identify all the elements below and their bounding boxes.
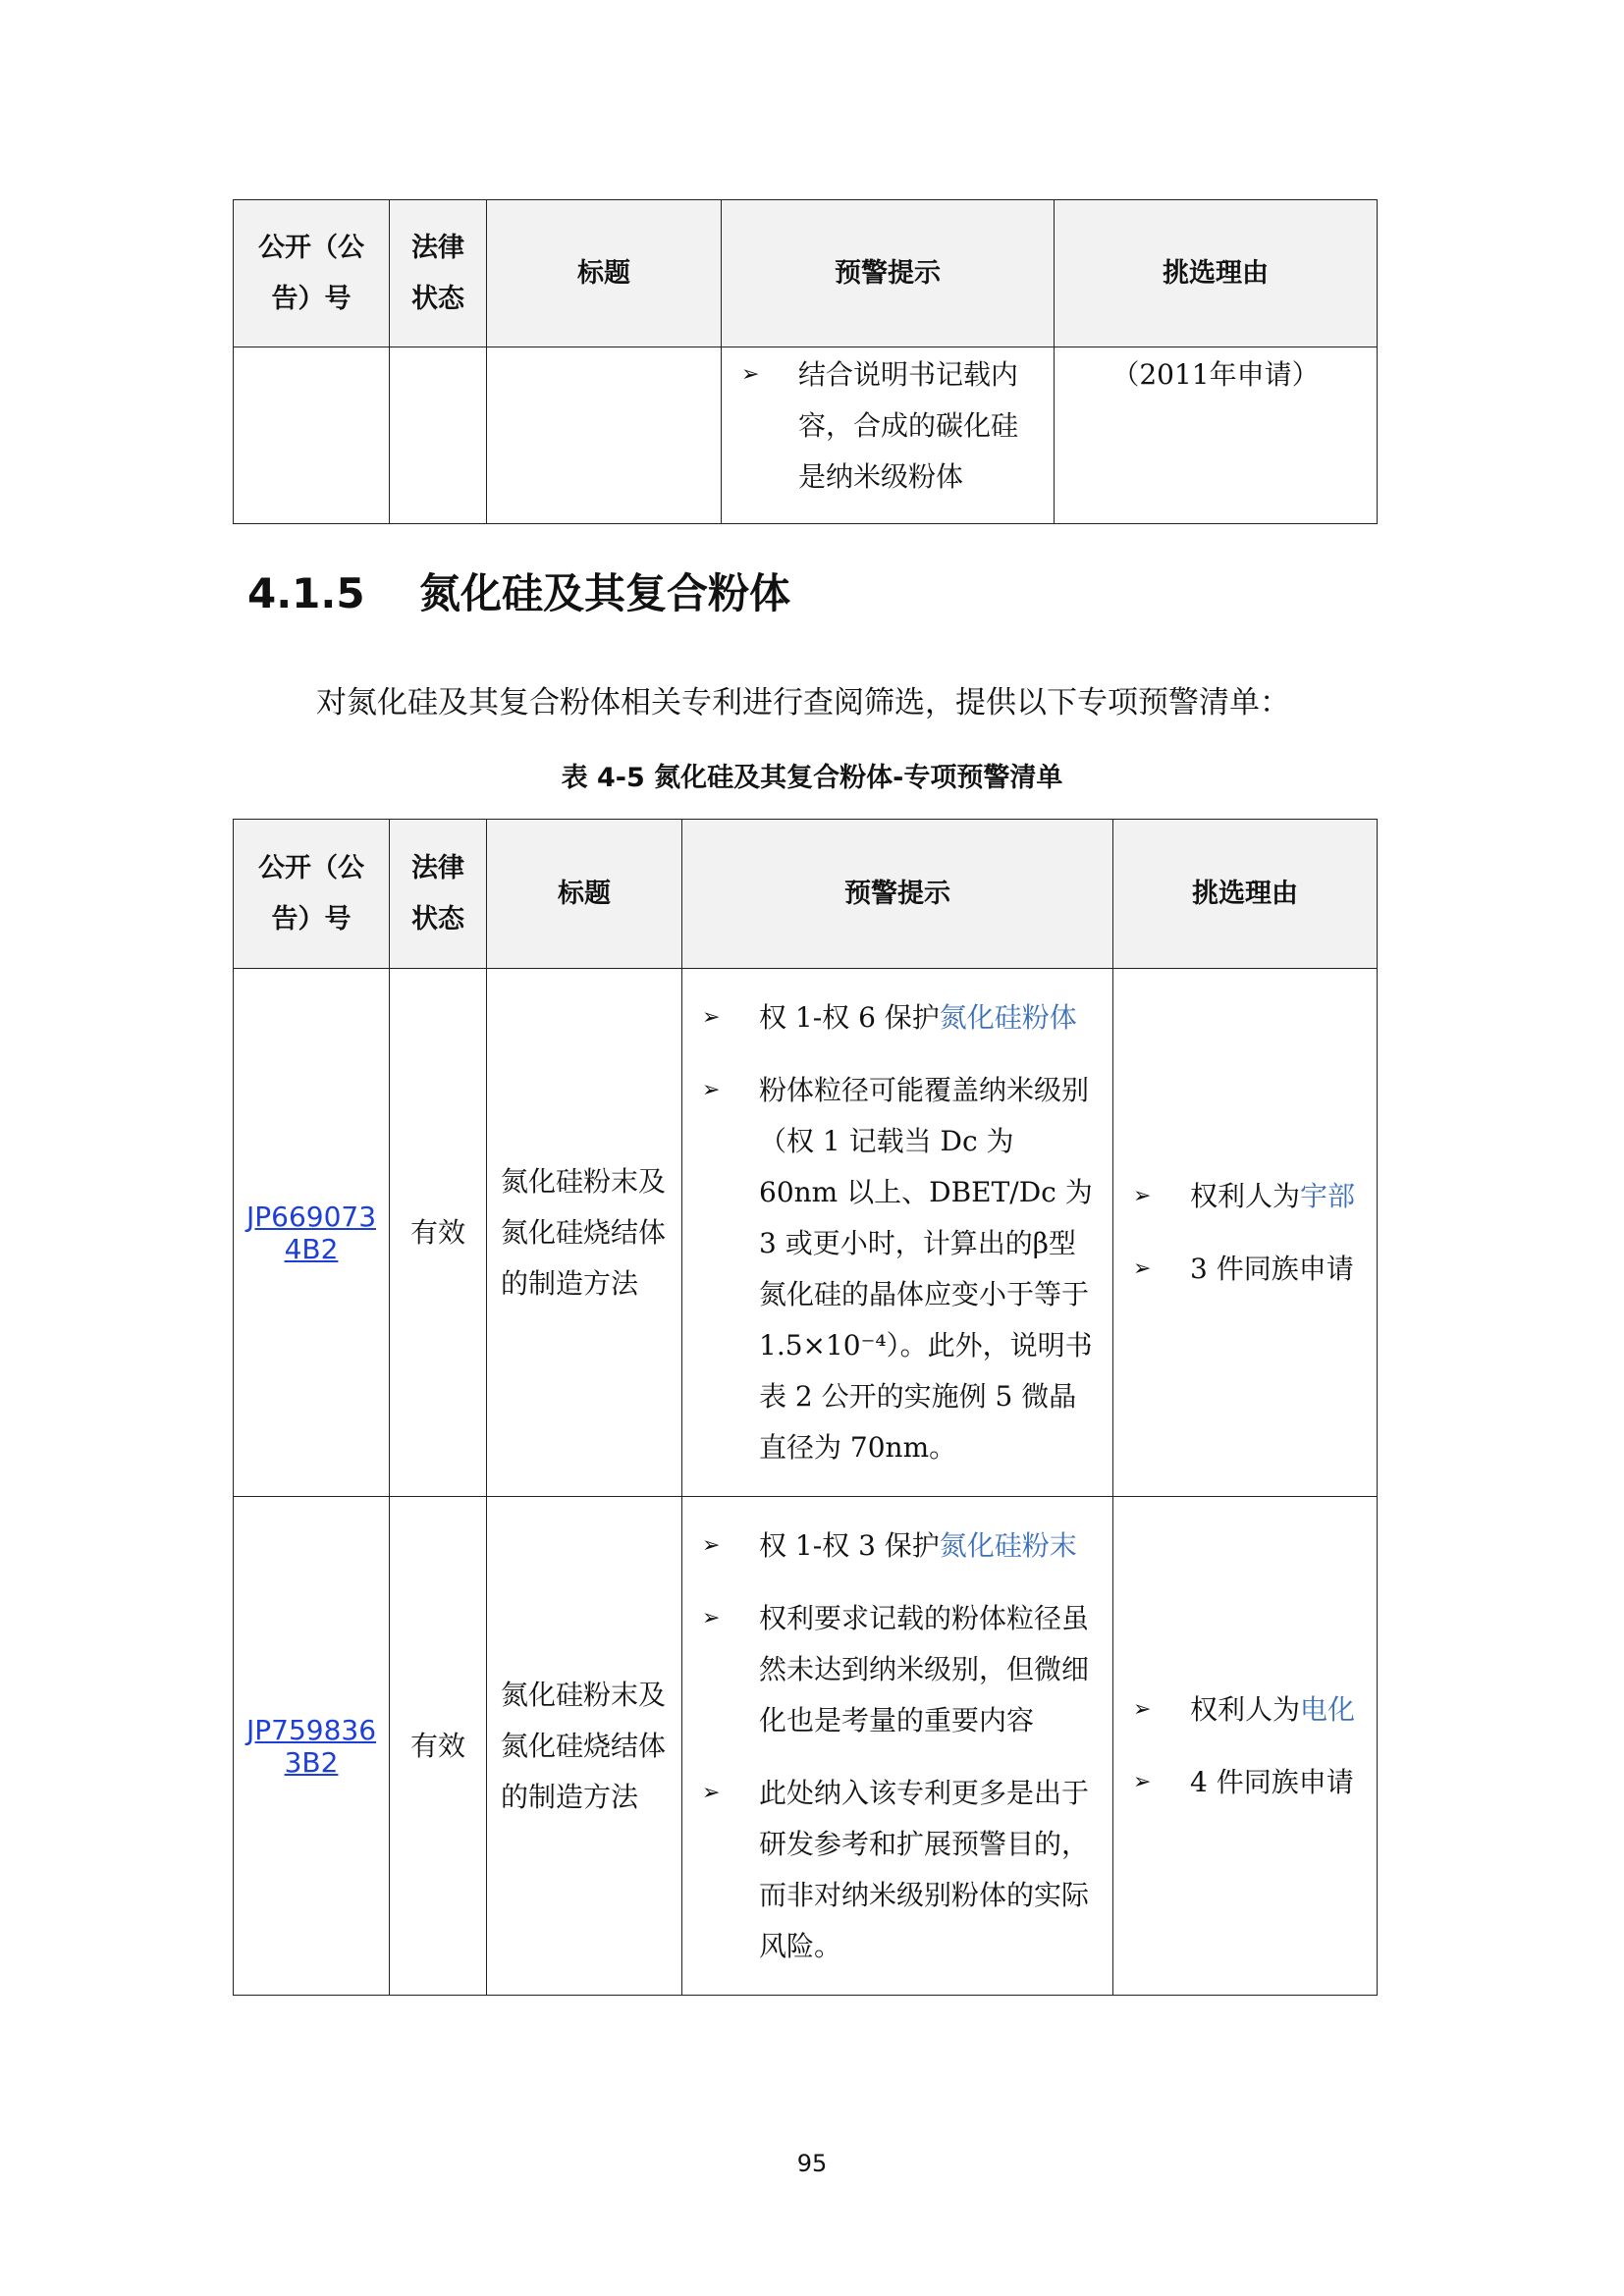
list-item: ➢ 此处纳入该专利更多是出于研发参考和扩展预警目的，而非对纳米级别粉体的实际风险。 [682,1768,1099,1972]
arrow-bullet-icon: ➢ [741,362,760,387]
table-row [234,969,1378,1497]
col-header-legal-status: 法律状态 [390,820,487,969]
patent-link-jp6690734b2[interactable]: JP669073 4B2 [245,1200,377,1265]
title-cell: 氮化硅粉末及氮化硅烧结体的制造方法 [487,969,682,1497]
list-item: ➢ 权利人为宇部 [1113,1171,1377,1222]
warning-cell [682,1497,1113,1996]
status-cell: 有效 [390,969,487,1497]
arrow-bullet-icon: ➢ [702,1605,721,1630]
list-item: ➢ 结合说明书记载内容，合成的碳化硅是纳米级粉体 [722,349,1034,503]
section-number: 4.1.5 [247,569,365,617]
list-item: ➢ 权 1-权 3 保护氮化硅粉末 [682,1521,1099,1572]
col-header-reason: 挑选理由 [1055,200,1378,347]
arrow-bullet-icon: ➢ [702,1532,721,1558]
pub-number-cell [234,1497,390,1996]
arrow-bullet-icon: ➢ [702,1780,721,1805]
col-header-warning: 预警提示 [722,200,1055,347]
col-header-pub-number: 公开（公告）号 [234,820,390,969]
section-title: 氮化硅及其复合粉体 [419,569,791,617]
col-header-title: 标题 [487,200,722,347]
list-item: ➢ 权 1-权 6 保护氮化硅粉体 [682,992,1099,1043]
patent-link-jp7598363b2[interactable]: JP759836 3B2 [245,1713,377,1779]
table-row [234,347,1378,524]
list-item: ➢ 4 件同族申请 [1113,1757,1377,1808]
arrow-bullet-icon: ➢ [702,1004,721,1030]
title-cell [487,347,722,524]
status-cell: 有效 [390,1497,487,1996]
list-item: ➢ 粉体粒径可能覆盖纳米级别（权 1 记载当 Dc 为 60nm 以上、DBET/Dc 为 3 或更小时，计算出的β型氮化硅的晶体应变小于等于 1.5×10⁻⁴）。此外，说明书表 2 公开的实施例 5 微晶直径为 70nm。 [682,1065,1099,1473]
list-item: ➢ 3 件同族申请 [1113,1244,1377,1295]
pub-number-cell [234,347,390,524]
reason-cell [1113,1497,1378,1996]
arrow-bullet-icon: ➢ [1133,1696,1152,1722]
list-item: ➢ 权利人为电化 [1113,1684,1377,1735]
col-header-warning: 预警提示 [682,820,1113,969]
col-header-pub-number: 公开（公告）号 [234,200,390,347]
col-header-reason: 挑选理由 [1113,820,1378,969]
arrow-bullet-icon: ➢ [1133,1183,1152,1208]
warning-cell [722,347,1055,524]
arrow-bullet-icon: ➢ [1133,1769,1152,1794]
reason-cell: （2011年申请） [1055,347,1378,524]
warning-cell [682,969,1113,1497]
table-row [234,1497,1378,1996]
page-number: 95 [796,2150,828,2177]
pub-number-cell [234,969,390,1497]
col-header-title: 标题 [487,820,682,969]
reason-cell [1113,969,1378,1497]
intro-paragraph: 对氮化硅及其复合粉体相关专利进行查阅筛选，提供以下专项预警清单： [316,685,1290,721]
top-table [233,199,1378,524]
arrow-bullet-icon: ➢ [702,1077,721,1102]
arrow-bullet-icon: ➢ [1133,1255,1152,1281]
col-header-legal-status: 法律状态 [390,200,487,347]
list-item: ➢ 权利要求记载的粉体粒径虽然未达到纳米级别，但微细化也是考量的重要内容 [682,1593,1099,1746]
title-cell: 氮化硅粉末及氮化硅烧结体的制造方法 [487,1497,682,1996]
section-heading [247,561,790,620]
patent-table [233,819,1378,1996]
status-cell [390,347,487,524]
table-caption: 表 4-5 氮化硅及其复合粉体-专项预警清单 [561,763,1063,793]
